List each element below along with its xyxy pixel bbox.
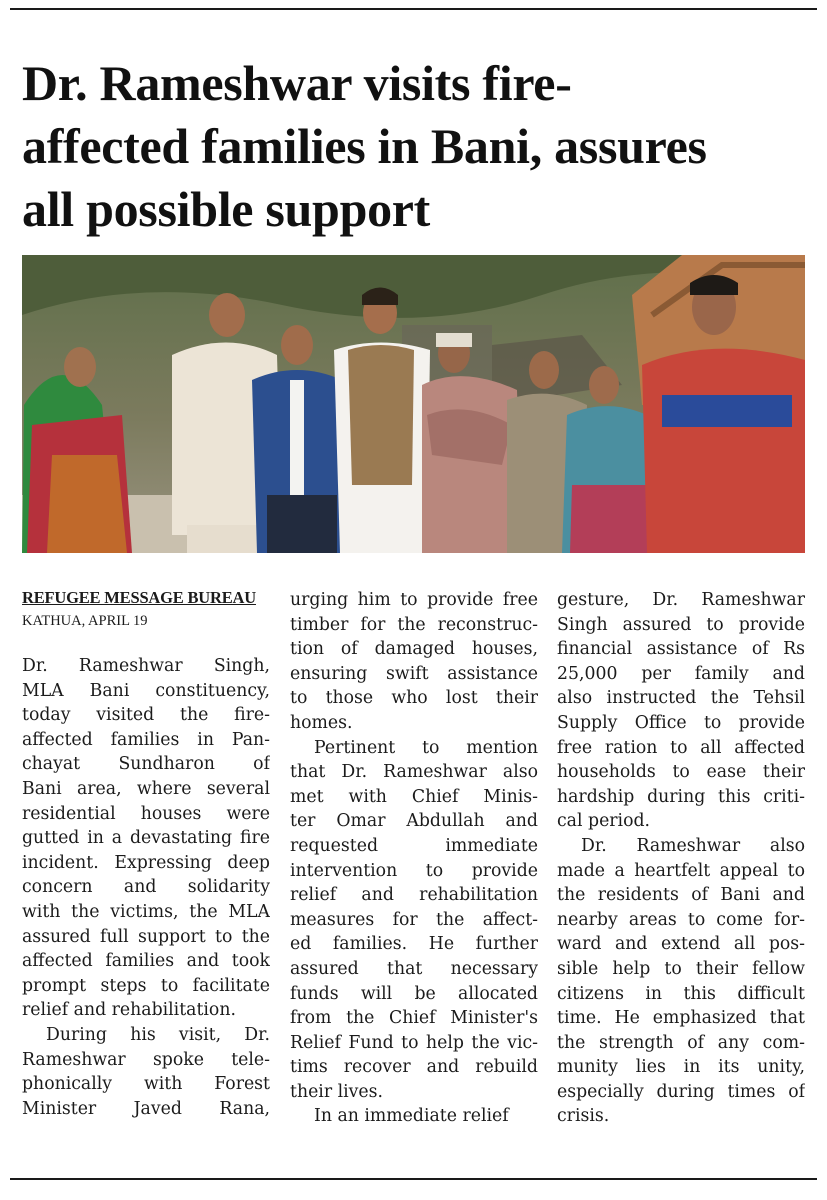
body-line: sible help to their fellow (557, 958, 805, 979)
body-line: tims recover and rebuild (290, 1057, 538, 1078)
body-line: timber for the reconstruc- (290, 614, 538, 635)
body-line: chayat Sundharon of (22, 754, 270, 775)
body-line: Supply Office to provide (557, 712, 805, 733)
body-line: homes. (290, 712, 353, 733)
body-line: to those who lost their (290, 688, 538, 709)
body-line: phonically with Forest (22, 1074, 270, 1095)
body-line: ed families. He further (290, 934, 538, 955)
body-line: affected families in Pan- (22, 729, 270, 750)
body-line: incident. Expressing deep (22, 852, 270, 873)
body-line: 25,000 per family and (557, 663, 805, 684)
body-line: households to ease their (557, 762, 805, 783)
byline: REFUGEE MESSAGE BUREAU (22, 588, 256, 607)
body-line: relief and rehabilitation (290, 885, 538, 906)
body-line: During his visit, Dr. (46, 1024, 270, 1045)
article-column-2 (290, 588, 538, 1129)
body-line: concern and solidarity (22, 877, 270, 898)
body-line: that Dr. Rameshwar also (290, 762, 538, 783)
body-line: requested immediate (290, 835, 538, 856)
body-line: In an immediate relief (314, 1106, 509, 1127)
body-line: Relief Fund to help the vic- (290, 1032, 538, 1053)
article-column-3 (557, 588, 805, 1129)
body-line: munity lies in its unity, (557, 1057, 805, 1078)
body-line: ensuring swift assistance (290, 663, 538, 684)
body-line: Minister Javed Rana, (22, 1098, 270, 1119)
body-line: MLA Bani constituency, (22, 680, 270, 701)
news-photo (22, 255, 805, 553)
body-line: affected families and took (22, 951, 270, 972)
body-line: time. He emphasized that (557, 1008, 805, 1029)
headline (22, 52, 812, 241)
article-column-1 (22, 588, 270, 1121)
body-line: from the Chief Minister's (290, 1008, 538, 1029)
body-line: especially during times of (557, 1081, 805, 1102)
body-line: Pertinent to mention (314, 737, 538, 758)
headline-line: all possible support (22, 181, 431, 237)
dateline: KATHUA, APRIL 19 (22, 613, 148, 629)
body-line: nearby areas to come for- (557, 909, 805, 930)
body-line: Singh assured to provide (557, 614, 805, 635)
body-line: residential houses were (22, 803, 270, 824)
body-line: gutted in a devastating fire (22, 828, 270, 849)
body-line: crisis. (557, 1106, 610, 1127)
body-line: gesture, Dr. Rameshwar (557, 590, 805, 610)
body-line: cal period. (557, 811, 651, 832)
body-line: made a heartfelt appeal to (557, 860, 805, 881)
body-line: today visited the fire- (22, 705, 270, 726)
body-line: tion of damaged houses, (290, 639, 538, 660)
body-line: intervention to provide (290, 860, 538, 881)
body-line: the residents of Bani and (557, 885, 805, 906)
bottom-rule (10, 1178, 817, 1180)
body-line: Dr. Rameshwar Singh, (22, 656, 270, 676)
top-rule (10, 8, 817, 10)
body-line: their lives. (290, 1081, 383, 1102)
body-line: ter Omar Abdullah and (290, 811, 538, 832)
body-line: assured that necessary (290, 958, 538, 979)
body-line: with the victims, the MLA (22, 901, 270, 922)
body-line: urging him to provide free (290, 590, 538, 610)
body-line: prompt steps to facilitate (22, 975, 270, 996)
body-line: ward and extend all pos- (557, 934, 805, 955)
body-line: also instructed the Tehsil (557, 688, 805, 709)
body-line: Rameshwar spoke tele- (22, 1049, 270, 1070)
body-line: hardship during this criti- (557, 786, 805, 807)
body-line: assured full support to the (22, 926, 270, 947)
body-line: financial assistance of Rs (557, 639, 805, 660)
body-line: funds will be allocated (290, 983, 538, 1004)
body-line: relief and rehabilitation. (22, 1000, 236, 1021)
body-line: free ration to all affected (557, 737, 805, 758)
body-line: citizens in this difficult (557, 983, 805, 1004)
body-line: met with Chief Minis- (290, 786, 538, 807)
body-line: measures for the affect- (290, 909, 538, 930)
body-line: the strength of any com- (557, 1032, 805, 1053)
body-line: Bani area, where several (22, 778, 270, 799)
headline-line: affected families in Bani, assures (22, 118, 707, 174)
body-line: Dr. Rameshwar also (581, 835, 805, 856)
headline-line: Dr. Rameshwar visits fire- (22, 55, 572, 111)
